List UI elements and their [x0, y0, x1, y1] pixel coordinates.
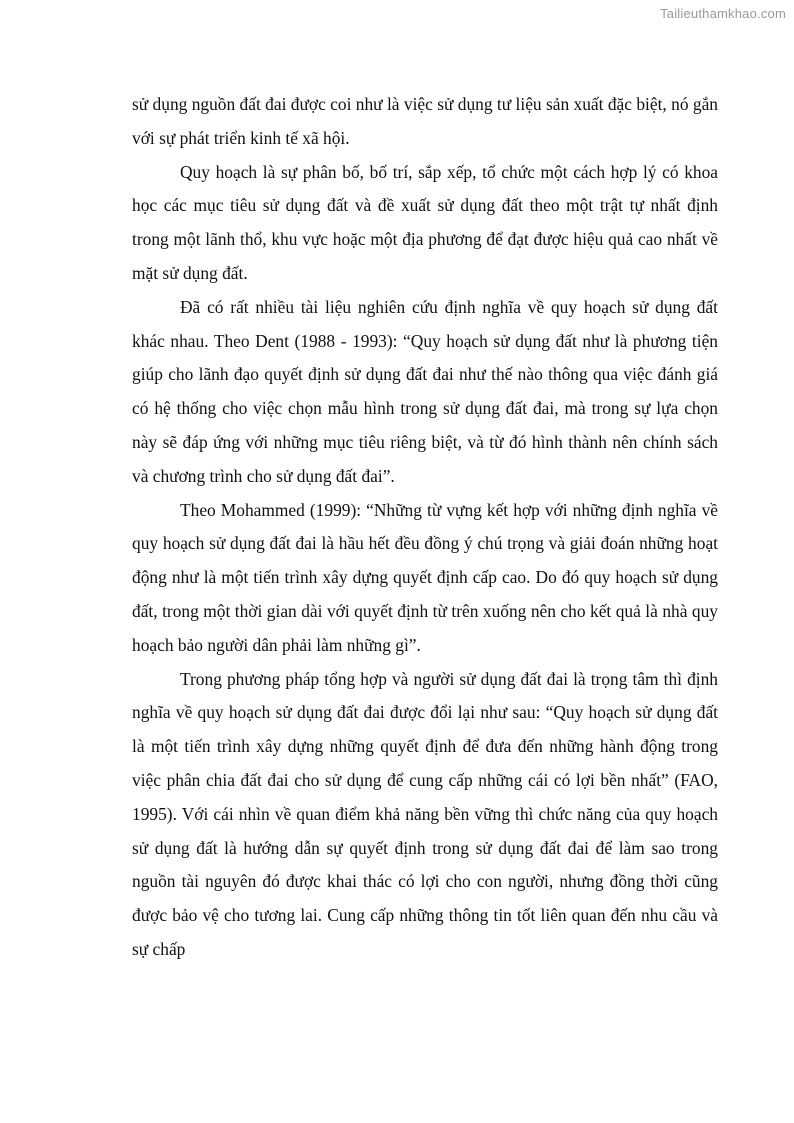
paragraph-1: sử dụng nguồn đất đai được coi như là việc sử dụng tư liệu sản xuất đặc biệt, nó gắn với sự phát triển kinh tế xã hội. [132, 94, 718, 148]
site-watermark: Tailieuthamkhao.com [660, 6, 786, 21]
paragraph-2: Quy hoạch là sự phân bố, bố trí, sắp xếp, tổ chức một cách hợp lý có khoa học các mục tiêu sử dụng đất và đề xuất sử dụng đất theo một trật tự nhất định trong một lãnh thổ, khu vực hoặc một địa phương để đạt được hiệu quả cao nhất về mặt sử dụng đất. [132, 161, 718, 283]
paragraph-3: Đã có rất nhiều tài liệu nghiên cứu định nghĩa về quy hoạch sử dụng đất khác nhau. Theo Dent (1988 - 1993): “Quy hoạch sử dụng đất như là phương tiện giúp cho lãnh đạo quyết định sử dụng đất đai như thế nào thông qua việc đánh giá có hệ thống cho việc chọn mẫu hình trong sử dụng đất đai, mà trong sự lựa chọn này sẽ đáp ứng với những mục tiêu riêng biệt, và từ đó hình thành nên chính sách và chương trình cho sử dụng đất đai”. [132, 296, 718, 486]
paragraph-5: Trong phương pháp tổng hợp và người sử dụng đất đai là trọng tâm thì định nghĩa về quy hoạch sử dụng đất đai được đổi lại như sau: “Quy hoạch sử dụng đất là một tiến trình xây dựng những quyết định để đưa đến những hành động trong việc phân chia đất đai cho sử dụng để cung cấp những cái có lợi bền nhất” (FAO, 1995). Với cái nhìn về quan điểm khả năng bền vững thì chức năng của quy hoạch sử dụng đất là hướng dẫn sự quyết định trong sử dụng đất đai để làm sao trong nguồn tài nguyên đó được khai thác có lợi cho con người, nhưng đồng thời cũng được bảo vệ cho tương lai. Cung cấp những thông tin tốt liên quan đến nhu cầu và sự chấp [132, 668, 718, 959]
document-body [132, 88, 718, 967]
paragraph-4: Theo Mohammed (1999): “Những từ vựng kết hợp với những định nghĩa về quy hoạch sử dụng đất đai là hầu hết đều đồng ý chú trọng và giải đoán những hoạt động như là một tiến trình xây dựng quyết định cấp cao. Do đó quy hoạch sử dụng đất, trong một thời gian dài với quyết định từ trên xuống nên cho kết quả là nhà quy hoạch bảo người dân phải làm những gì”. [132, 499, 718, 655]
